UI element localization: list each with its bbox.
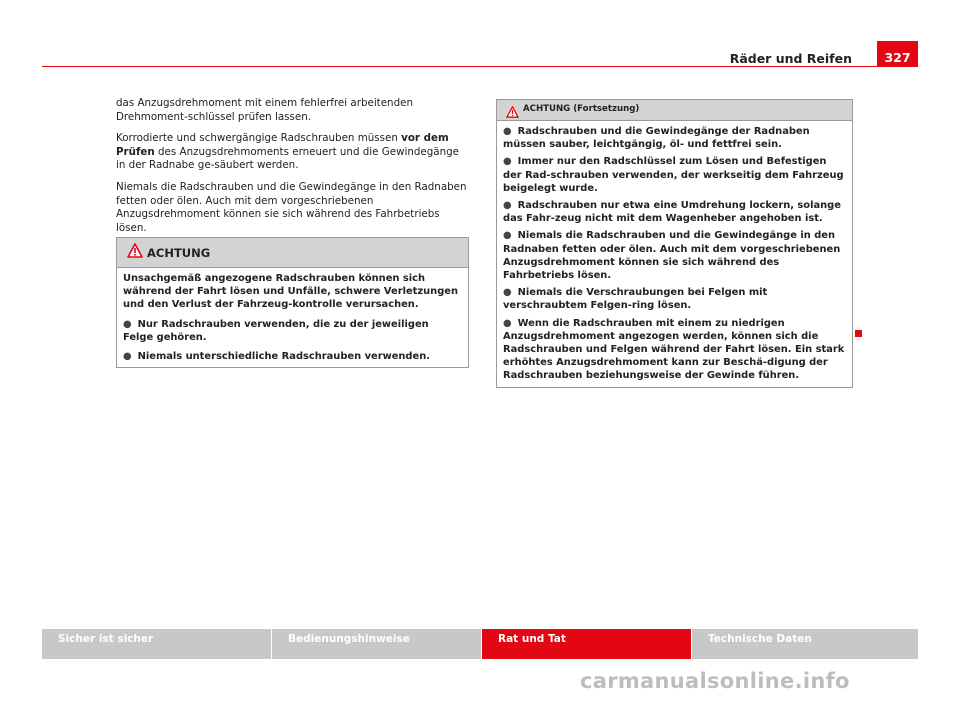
warning-bullet: ● Niemals die Verschraubungen bei Felgen mit verschraubtem Felgen-ring lösen.	[503, 287, 768, 312]
warning-triangle-icon	[506, 103, 519, 122]
warning-bullet: ● Nur Radschrauben verwenden, die zu der jeweiligen Felge gehören.	[123, 318, 429, 343]
warning-continued-title: ACHTUNG (Fortsetzung)	[523, 104, 640, 114]
left-column	[116, 97, 468, 243]
paragraph-1: das Anzugsdrehmoment mit einem fehlerfrei arbeitenden Drehmoment-schlüssel prüfen lassen.	[116, 97, 413, 123]
header-divider	[42, 66, 918, 67]
page-number: 327	[877, 41, 918, 67]
warning-bullet: ● Radschrauben und die Gewindegänge der Radnaben müssen sauber, leichtgängig, öl- und fettfrei sein.	[503, 126, 810, 151]
paragraph-2	[116, 132, 468, 173]
warning-continued-header	[497, 100, 852, 121]
warning-header	[117, 238, 468, 268]
warning-intro: Unsachgemäß angezogene Radschrauben können sich während der Fahrt lösen und Unfälle, schwere Verletzungen und den Verlust der Fahrzeug-kontrolle verursachen.	[123, 273, 458, 311]
tab-technische-daten[interactable]: Technische Daten	[692, 629, 918, 659]
footer-nav	[42, 629, 918, 659]
warning-box	[116, 237, 469, 368]
section-end-marker	[855, 330, 862, 337]
paragraph-2-text-start: Korrodierte und schwergängige Radschrauben müssen	[116, 132, 402, 145]
paragraph-2-emphasis: vor dem Prüfen	[116, 132, 449, 158]
tab-bedienungshinweise[interactable]: Bedienungshinweise	[272, 629, 482, 659]
tab-rat-und-tat[interactable]: Rat und Tat	[482, 629, 692, 659]
warning-bullet: ● Radschrauben nur etwa eine Umdrehung lockern, solange das Fahr-zeug nicht mit dem Wagenheber angehoben ist.	[503, 200, 841, 225]
warning-bullet: ● Niemals unterschiedliche Radschrauben verwenden.	[123, 351, 430, 363]
warning-triangle-icon	[127, 243, 143, 262]
warning-continued-body	[497, 121, 852, 387]
warning-body	[117, 268, 468, 367]
section-title: Räder und Reifen	[729, 51, 852, 66]
warning-bullet: ● Niemals die Radschrauben und die Gewindegänge in den Radnaben fetten oder ölen. Auch mit dem vorgeschriebenen Anzugsdrehmoment können sie sich während des Fahrbetriebs lösen.	[503, 230, 841, 282]
watermark: carmanualsonline.info	[580, 669, 850, 693]
paragraph-2-text-end: des Anzugsdrehmoments erneuert und die Gewindegänge in der Radnabe ge-säubert werden.	[116, 145, 459, 172]
warning-box-continued	[496, 99, 853, 388]
warning-title: ACHTUNG	[147, 246, 211, 260]
warning-bullet: ● Wenn die Radschrauben mit einem zu niedrigen Anzugsdrehmoment angezogen werden, können sich die Radschrauben und Felgen während der Fahrt lösen. Ein stark erhöhtes Anzugsdrehmoment kann zur Beschä-digung der Radschrauben beziehungsweise der Gewinde führen.	[503, 317, 845, 382]
warning-bullet: ● Immer nur den Radschlüssel zum Lösen und Befestigen der Rad-schrauben verwenden, der werkseitig dem Fahrzeug beigelegt wurde.	[503, 156, 844, 194]
tab-sicher-ist-sicher[interactable]: Sicher ist sicher	[42, 629, 272, 659]
paragraph-3: Niemals die Radschrauben und die Gewindegänge in den Radnaben fetten oder ölen. Auch mit dem vorgeschriebenen Anzugsdrehmoment können sie sich während des Fahrbetriebs lösen.	[116, 180, 467, 234]
